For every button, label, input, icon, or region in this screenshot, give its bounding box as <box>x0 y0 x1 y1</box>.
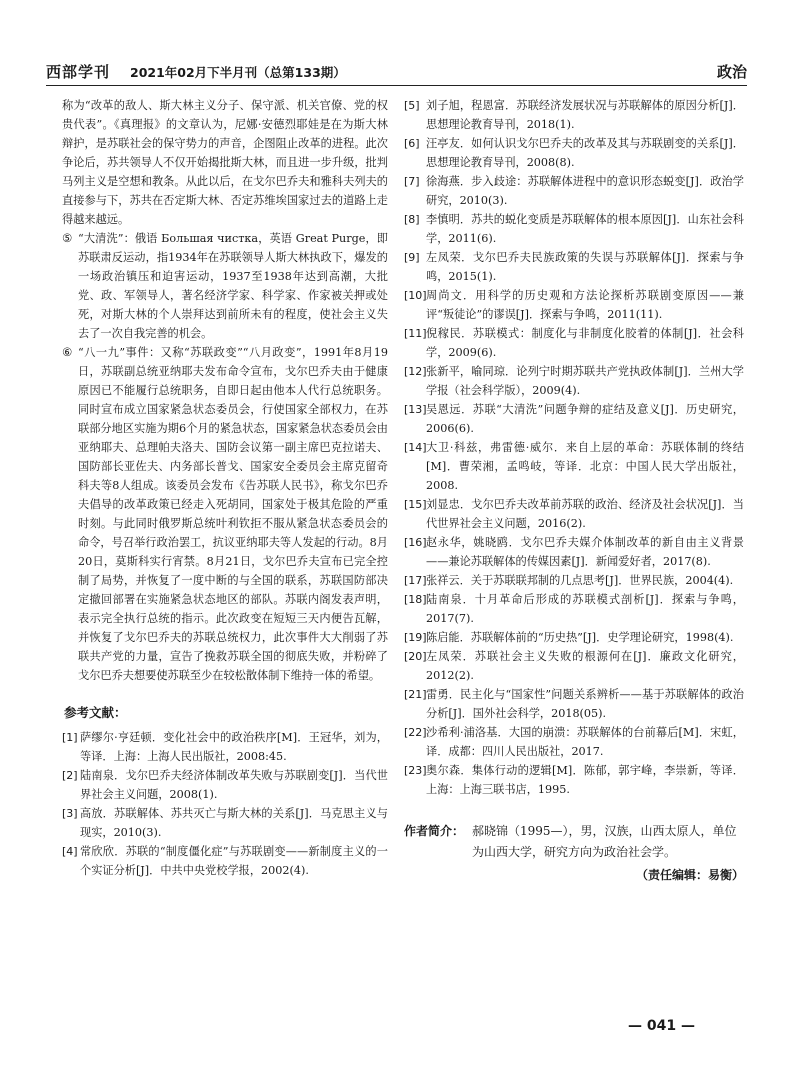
journal-name: 西部学刊 <box>46 63 111 81</box>
reference-text: 李慎明．苏共的蜕化变质是苏联解体的根本原因[J]．山东社会科学，2011(6). <box>426 213 744 245</box>
page-number: — 041 — <box>628 1018 695 1034</box>
reference-text: 沙希利·浦洛基．大国的崩溃：苏联解体的台前幕后[M]．宋虹，译．成都：四川人民出版社，2017. <box>426 726 744 758</box>
references-right <box>404 96 744 885</box>
reference-text: 陈启能．苏联解体前的“历史热”[J]．史学理论研究，1998(4). <box>426 631 734 644</box>
reference-number: [18] <box>404 593 427 606</box>
reference-text: 大卫·科兹，弗雷德·威尔．来自上层的革命：苏联体制的终结[M]．曹荣湘，孟鸣岐，等译．北京：中国人民大学出版社，2008. <box>426 441 744 492</box>
page-header <box>46 60 747 84</box>
reference-text: 吴恩远．苏联“大清洗”问题争辩的症结及意义[J]．历史研究，2006(6). <box>426 403 744 435</box>
reference-item <box>404 172 744 210</box>
note-marker: ⑤ <box>62 231 73 245</box>
reference-number: [11] <box>404 327 427 340</box>
reference-item <box>404 571 744 590</box>
reference-item <box>404 685 744 723</box>
reference-text: 汪亭友．如何认识戈尔巴乔夫的改革及其与苏联剧变的关系[J]．思想理论教育导刊，2008(8). <box>426 137 744 169</box>
reference-item <box>404 647 744 685</box>
reference-text: 张新平，喻同琼．论列宁时期苏联共产党执政体制[J]．兰州大学学报（社会科学版），2009(4). <box>426 365 744 397</box>
reference-item <box>62 804 388 842</box>
reference-text: 周尚文．用科学的历史观和方法论探析苏联剧变原因——兼评“叛徒论”的谬误[J]．探索与争鸣，2011(11). <box>426 289 744 321</box>
header-rule <box>46 85 747 86</box>
reference-number: [3] <box>62 807 78 820</box>
reference-item <box>404 495 744 533</box>
reference-number: [22] <box>404 726 427 739</box>
reference-text: 奥尔森．集体行动的逻辑[M]．陈郁，郭宇峰，李崇新，等译．上海：上海三联书店，1995. <box>426 764 744 796</box>
note-marker: ⑥ <box>62 345 73 359</box>
reference-text: 刘子旭，程恩富．苏联经济发展状况与苏联解体的原因分析[J]．思想理论教育导刊，2018(1). <box>426 99 744 131</box>
reference-item <box>404 134 744 172</box>
reference-text: 雷勇．民主化与“国家性”问题关系辨析——基于苏联解体的政治分析[J]．国外社会科学，2018(05). <box>426 688 744 720</box>
reference-number: [7] <box>404 175 420 188</box>
reference-text: 徐海燕．步入歧途：苏联解体进程中的意识形态蜕变[J]．政治学研究，2010(3). <box>426 175 744 207</box>
reference-number: [17] <box>404 574 427 587</box>
reference-text: 陆南泉．十月革命后形成的苏联模式剖析[J]．探索与争鸣，2017(7). <box>426 593 744 625</box>
reference-item <box>404 96 744 134</box>
references-title: 参考文献： <box>64 705 127 720</box>
reference-item <box>404 286 744 324</box>
reference-text: 倪稼民．苏联模式：制度化与非制度化胶着的体制[J]．社会科学，2009(6). <box>426 327 744 359</box>
reference-text: 常欣欣．苏联的“制度僵化症”与苏联剧变——新制度主义的一个实证分析[J]．中共中央党校学报，2002(4). <box>80 845 388 877</box>
reference-number: [20] <box>404 650 427 663</box>
reference-text: 萨缪尔·亨廷顿．变化社会中的政治秩序[M]．王冠华，刘为，等译．上海：上海人民出版社，2008:45. <box>80 731 388 763</box>
reference-item <box>404 362 744 400</box>
reference-text: 左凤荣．苏联社会主义失败的根源何在[J]．廉政文化研究，2012(2). <box>426 650 744 682</box>
reference-text: 高放．苏联解体、苏共灭亡与斯大林的关系[J]．马克思主义与现实，2010(3). <box>80 807 388 839</box>
reference-number: [8] <box>404 213 420 226</box>
reference-item <box>404 761 744 799</box>
author-label: 作者简介： <box>404 824 465 838</box>
reference-item <box>404 324 744 362</box>
reference-item <box>404 210 744 248</box>
reference-number: [5] <box>404 99 420 112</box>
reference-number: [1] <box>62 731 78 744</box>
endnote-5 <box>62 229 388 343</box>
reference-text: 张祥云．关于苏联联邦制的几点思考[J]．世界民族，2004(4). <box>426 574 734 587</box>
section-name: 政治 <box>716 63 747 81</box>
reference-item <box>404 400 744 438</box>
reference-item <box>404 723 744 761</box>
author-text: 郝晓锦（1995—），男，汉族，山西太原人，单位为山西大学，研究方向为政治社会学。 <box>472 824 737 859</box>
reference-number: [23] <box>404 764 427 777</box>
references-left <box>62 703 388 880</box>
reference-item <box>404 438 744 495</box>
reference-text: 陆南泉．戈尔巴乔夫经济体制改革失败与苏联剧变[J]．当代世界社会主义问题，2008(1). <box>80 769 388 801</box>
reference-number: [4] <box>62 845 78 858</box>
reference-number: [6] <box>404 137 420 150</box>
right-column <box>404 96 744 885</box>
reference-number: [16] <box>404 536 427 549</box>
reference-number: [14] <box>404 441 427 454</box>
left-column <box>62 96 388 880</box>
reference-item <box>62 728 388 766</box>
reference-item <box>404 248 744 286</box>
reference-item <box>404 533 744 571</box>
endnote-6 <box>62 343 388 685</box>
reference-number: [21] <box>404 688 427 701</box>
intro-paragraph: 称为“改革的敌人、斯大林主义分子、保守派、机关官僚、党的权贵代表”。《真理报》的文章认为，尼娜·安德烈耶娃是在为斯大林辩护，是苏联社会的保守势力的声音，企图阻止改革的进程。此次争论后，苏共领导人不仅开始揭批斯大林，而且进一步升级，批判马列主义是空想和教条。从此以后，在戈尔巴乔夫和雅科夫列夫的直接参与下，苏共在否定斯大林、否定苏维埃国家过去的道路上走得越来越远。 <box>62 99 388 226</box>
issue-info: 2021年02月下半月刊（总第133期） <box>130 65 346 80</box>
reference-number: [10] <box>404 289 427 302</box>
reference-number: [15] <box>404 498 427 511</box>
note-text: “八一九”事件：又称“苏联政变”“八月政变”，1991年8月19日，苏联副总统亚纳耶夫发布命令宣布，戈尔巴乔夫由于健康原因已不能履行总统职务，自即日起由他本人代行总统职务。同时宣布成立国家紧急状态委员会，行使国家全部权力，在苏联部分地区实施为期6个月的紧急状态，国家紧急状态委员会由亚纳耶夫、总理帕夫洛夫、国防会议第一副主席巴克拉诺夫、国防部长亚佐夫、内务部长普戈、国家安全委员会主席克留奇科夫等8人组成。该委员会发布《告苏联人民书》，称戈尔巴乔夫倡导的改革政策已经走入死胡同，国家处于极其危险的严重时刻。与此同时俄罗斯总统叶利钦拒不服从紧急状态委员会的命令，号召举行政治罢工，抗议亚纳耶夫等人发起的行动。8月20日，莫斯科实行宵禁。8月21日，戈尔巴乔夫宣布已完全控制了局势，并恢复了一度中断的与全国的联系，苏联国防部决定撤回部署在实施紧急状态地区的部队。苏联内阁发表声明，表示完全执行总统的指示。此次政变在短短三天内便告瓦解，并恢复了戈尔巴乔夫的苏联总统权力，此次事件大大削弱了苏联共产党的力量，宣告了挽救苏联全国的彻底失败，并粉碎了戈尔巴乔夫想要使苏联至少在较松散体制下维持一体的希望。 <box>78 346 388 682</box>
reference-item <box>62 842 388 880</box>
reference-number: [12] <box>404 365 427 378</box>
reference-item <box>404 628 744 647</box>
reference-number: [19] <box>404 631 427 644</box>
reference-item <box>62 766 388 804</box>
reference-item <box>404 590 744 628</box>
reference-text: 刘显忠．戈尔巴乔夫改革前苏联的政治、经济及社会状况[J]．当代世界社会主义问题，2016(2). <box>426 498 744 530</box>
reference-number: [13] <box>404 403 427 416</box>
reference-number: [2] <box>62 769 78 782</box>
responsible-editor: （责任编辑：易衡） <box>635 868 744 882</box>
author-bio <box>404 821 744 863</box>
reference-text: 左凤荣．戈尔巴乔夫民族政策的失误与苏联解体[J]．探索与争鸣，2015(1). <box>426 251 744 283</box>
reference-text: 赵永华，姚晓鸥．戈尔巴乔夫媒介体制改革的新自由主义背景——兼论苏联解体的传媒因素[J]．新闻爱好者，2017(8). <box>426 536 744 568</box>
reference-number: [9] <box>404 251 420 264</box>
note-text: “大清洗”：俄语 Большая чистка，英语 Great Purge，即苏联肃反运动，指1934年在苏联领导人斯大林执政下，爆发的一场政治镇压和迫害运动，1937至1938年达到高潮，大批党、政、军领导人，著名经济学家、科学家、作家被关押或处死，对斯大林的个人崇拜达到前所未有的程度，使社会主义失去了一次自我完善的机会。 <box>78 232 388 340</box>
endnotes <box>62 229 388 685</box>
